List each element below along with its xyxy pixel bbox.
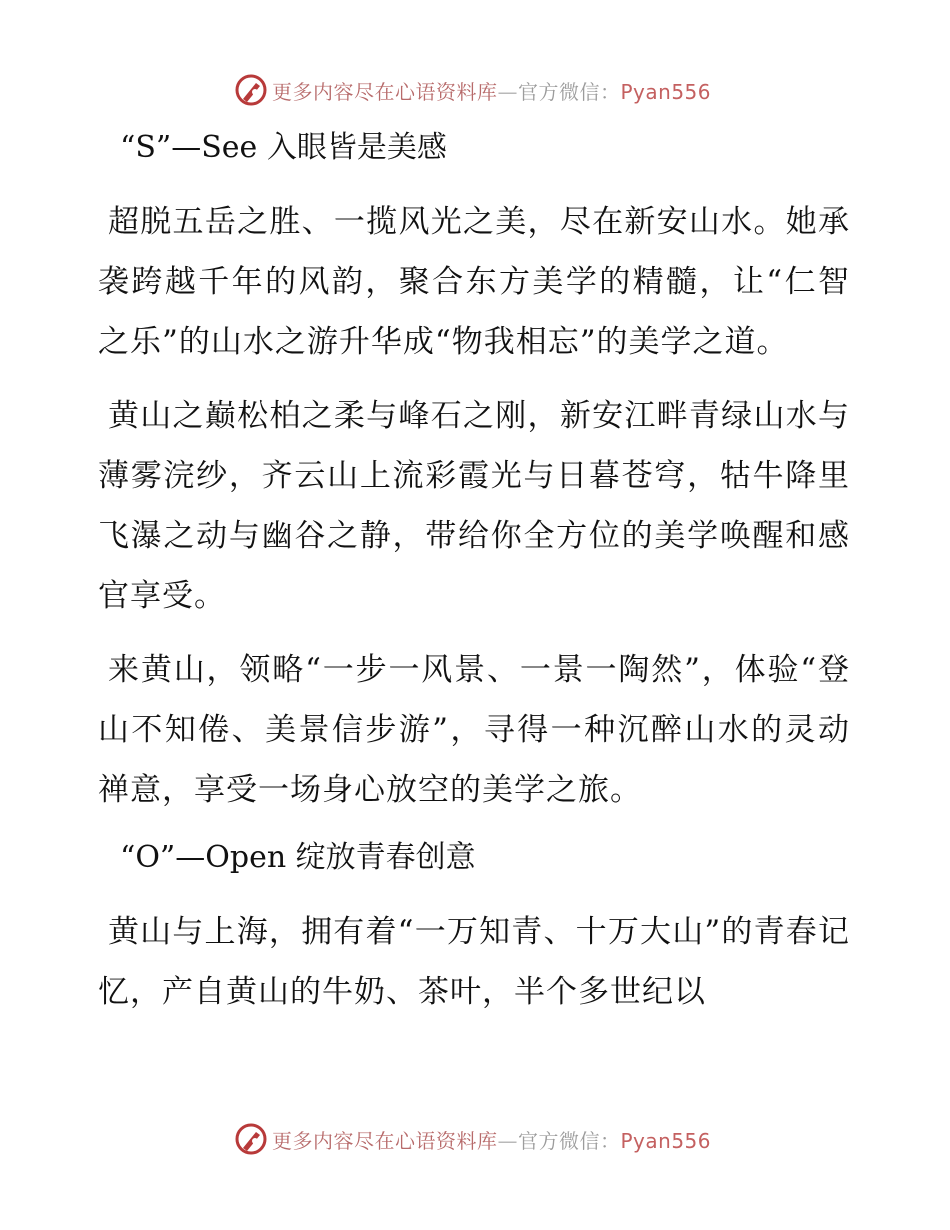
banner-separator: — [497, 1128, 518, 1153]
banner-title: 更多内容尽在心语资料库 [272, 1128, 498, 1153]
banner-text [272, 76, 711, 105]
section-heading-o: “O”—Open 绽放青春创意 [120, 840, 476, 875]
banner-wechat-label: 官方微信： [518, 1128, 621, 1153]
banner-wechat-id: Pyan556 [620, 79, 712, 104]
banner-wechat-id: Pyan556 [620, 1128, 712, 1153]
pen-circle-logo-icon [234, 1122, 268, 1156]
paragraph: 超脱五岳之胜、一揽风光之美，尽在新安山水。她承袭跨越千年的风韵，聚合东方美学的精髓，让“仁智之乐”的山水之游升华成“物我相忘”的美学之道。 [98, 204, 850, 360]
paragraph: 来黄山，领略“一步一风景、一景一陶然”，体验“登山不知倦、美景信步游”，寻得一种沉醉山水的灵动禅意，享受一场身心放空的美学之旅。 [98, 652, 850, 808]
paragraph: 黄山与上海，拥有着“一万知青、十万大山”的青春记忆，产自黄山的牛奶、茶叶，半个多世纪以 [98, 914, 850, 1010]
pen-circle-logo-icon [234, 73, 268, 107]
section-heading-s: “S”—See 入眼皆是美感 [120, 130, 447, 165]
banner-title: 更多内容尽在心语资料库 [272, 79, 498, 104]
paragraph: 黄山之巅松柏之柔与峰石之刚，新安江畔青绿山水与薄雾浣纱，齐云山上流彩霞光与日暮苍穹，牯牛降里飞瀑之动与幽谷之静，带给你全方位的美学唤醒和感官享受。 [98, 398, 850, 614]
banner-text [272, 1125, 711, 1154]
banner-wechat-label: 官方微信： [518, 79, 621, 104]
header-banner [234, 72, 711, 108]
banner-separator: — [497, 79, 518, 104]
document-body [98, 124, 850, 1022]
footer-banner [234, 1121, 711, 1157]
